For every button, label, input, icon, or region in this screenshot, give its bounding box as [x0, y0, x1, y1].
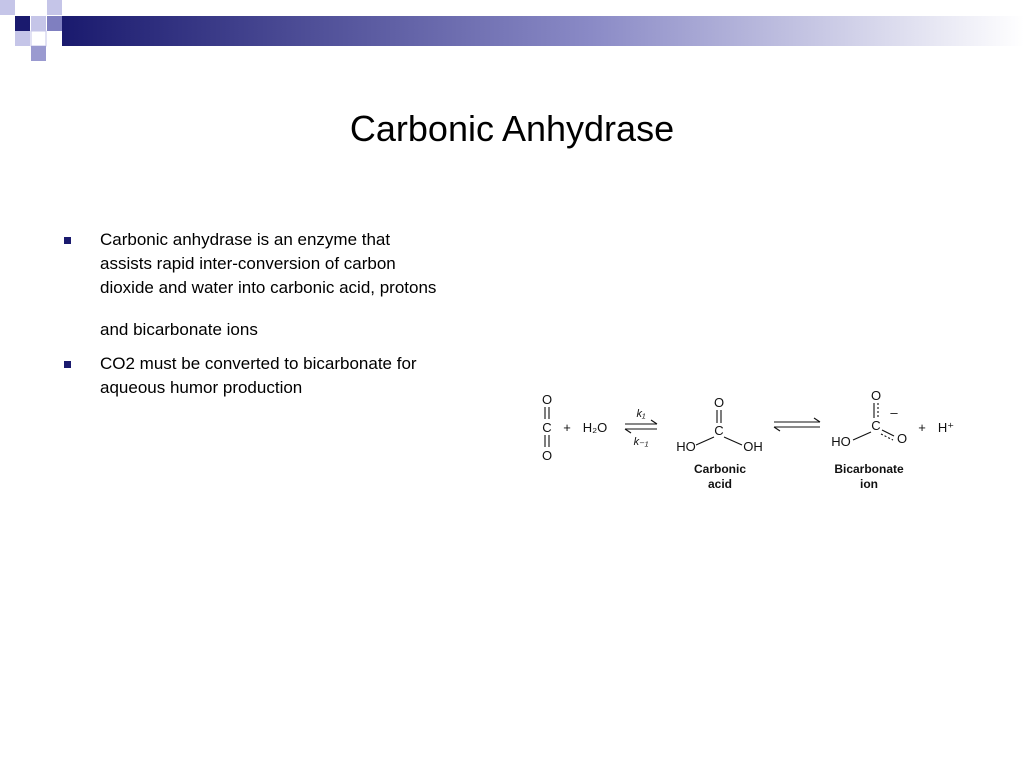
- header-square: [47, 0, 62, 15]
- bond: [696, 437, 714, 445]
- reverse-arrow-head: [774, 427, 780, 431]
- bullet-line: and bicarbonate ions: [100, 320, 258, 339]
- proton-formula: H⁺: [937, 420, 955, 435]
- k-forward-label: k₁: [636, 408, 646, 420]
- bullet-line: CO2 must be converted to bicarbonate for: [100, 354, 417, 373]
- reaction-scheme: [530, 386, 960, 496]
- bullet-line: assists rapid inter-conversion of carbon: [100, 254, 396, 273]
- bicarbonate-ho: HO: [831, 434, 851, 449]
- header-square: [31, 46, 46, 61]
- reverse-arrow-head: [625, 429, 631, 433]
- bond: [853, 432, 871, 440]
- bullet-line: dioxide and water into carbonic acid, protons: [100, 278, 437, 297]
- co2-carbon: C: [542, 420, 552, 435]
- carbonic-acid-carbon: C: [714, 423, 724, 438]
- water-formula: H₂O: [582, 420, 608, 435]
- bullet-item: [60, 352, 510, 400]
- bullet-list: [60, 228, 510, 400]
- co2-oxygen-bottom: O: [541, 448, 553, 463]
- bullet-line: aqueous humor production: [100, 378, 303, 397]
- bicarbonate-label: Bicarbonate: [834, 462, 904, 476]
- carbonic-acid-ho: HO: [676, 439, 696, 454]
- bicarbonate-oxygen-right: O: [896, 431, 908, 446]
- bicarbonate-carbon: C: [871, 418, 881, 433]
- k-reverse-label: k₋₁: [633, 436, 649, 448]
- carbonic-acid-label: Carbonic: [693, 462, 747, 476]
- bicarbonate-oxygen-top: O: [870, 388, 882, 403]
- bicarbonate-label: ion: [860, 477, 878, 491]
- header-square: [31, 16, 46, 31]
- bond: [882, 430, 894, 436]
- carbonic-acid-label: acid: [707, 477, 733, 491]
- header-square: [31, 31, 46, 46]
- header-square: [47, 16, 62, 31]
- header-decoration: [0, 0, 1024, 62]
- header-square: [15, 31, 30, 46]
- plus-sign: +: [918, 420, 926, 435]
- header-square: [0, 16, 15, 31]
- forward-arrow-head: [814, 418, 820, 422]
- bullet-item: [60, 228, 510, 342]
- header-square: [0, 0, 15, 15]
- bond: [724, 437, 742, 445]
- co2-oxygen-top: O: [541, 392, 553, 407]
- bicarbonate-charge: –: [890, 405, 898, 420]
- bullet-square-icon: [64, 237, 71, 244]
- slide-title: Carbonic Anhydrase: [349, 108, 675, 149]
- plus-sign: +: [563, 420, 571, 435]
- carbonic-acid-oxygen: O: [713, 395, 725, 410]
- header-square: [15, 16, 30, 31]
- bullet-square-icon: [64, 361, 71, 368]
- forward-arrow-head: [651, 420, 657, 424]
- carbonic-acid-oh: OH: [743, 439, 763, 454]
- bullet-line: Carbonic anhydrase is an enzyme that: [100, 230, 391, 249]
